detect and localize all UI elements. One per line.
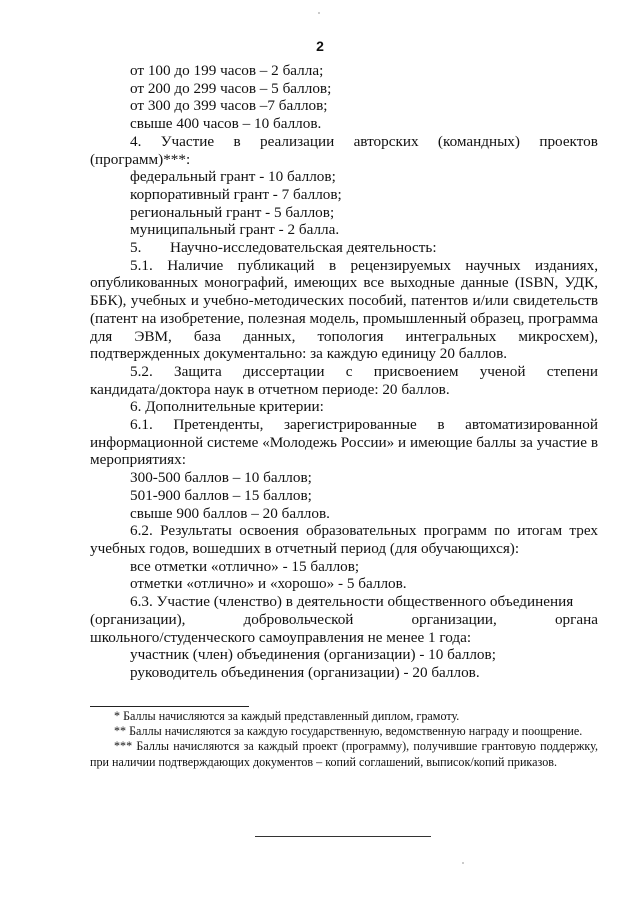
paragraph-word: с <box>345 362 353 380</box>
heading-word: проектов <box>539 132 598 150</box>
paragraph-word: автоматизированной <box>465 416 598 434</box>
paragraph-word: 6.1. <box>130 416 153 434</box>
text-line: от 100 до 199 часов – 2 балла; <box>130 62 324 79</box>
paragraph-word: присвоением <box>373 362 459 380</box>
heading-word: реализации <box>259 132 335 150</box>
text-line: свыше 900 баллов – 20 баллов. <box>130 504 330 522</box>
signature-line <box>255 836 431 837</box>
text-line: региональный грант - 5 баллов; <box>130 203 335 221</box>
paragraph-word: зарегистрированные <box>283 416 417 434</box>
scan-speck <box>318 12 320 14</box>
paragraph-word: добровольческой <box>243 610 354 628</box>
paragraph-5-2-continued: кандидата/доктора наук в отчетном периоде: 20 баллов. <box>90 380 450 398</box>
section-4-heading-continued: (программ)***: <box>90 150 191 168</box>
scan-speck <box>462 862 464 864</box>
paragraph-6-3-second-line <box>90 611 598 629</box>
section-5-title: Научно-исследовательская деятельность: <box>170 239 437 257</box>
document-body <box>90 62 598 682</box>
text-line: участник (член) объединения (организации) - 10 баллов; <box>130 646 496 664</box>
page-number: 2 <box>316 38 324 54</box>
footnote-separator <box>90 706 249 707</box>
paragraph-word: в <box>437 416 445 434</box>
section-6-heading: 6. Дополнительные критерии: <box>130 398 324 416</box>
paragraph-word: организации, <box>411 610 497 628</box>
heading-word: Участие <box>160 132 215 150</box>
paragraph-word: ученой <box>479 362 526 380</box>
paragraph-6-1-continued: информационной системе «Молодежь России» и имеющие баллы за участие в мероприятиях: <box>90 433 598 469</box>
text-line: федеральный грант - 10 баллов; <box>130 168 336 186</box>
text-line: корпоративный грант - 7 баллов; <box>130 185 342 203</box>
paragraph-word: Защита <box>173 362 222 380</box>
section-5-heading <box>90 239 598 257</box>
heading-word: (командных) <box>437 132 520 150</box>
paragraph-6-3-continued: школьного/студенческого самоуправления не менее 1 года: <box>90 628 472 646</box>
text-line: от 200 до 299 часов – 5 баллов; <box>130 79 332 97</box>
heading-word: в <box>233 132 241 150</box>
paragraph-6-1-first-line <box>90 416 598 434</box>
paragraph-word: (организации), <box>90 610 186 628</box>
text-line: руководитель объединения (организации) - 20 баллов. <box>130 663 480 681</box>
section-4-heading <box>90 133 598 151</box>
section-4-number: 4. <box>130 132 142 150</box>
paragraph-word: органа <box>554 610 598 628</box>
paragraph-word: диссертации <box>242 362 325 380</box>
paragraph-word: Претенденты, <box>173 416 264 434</box>
paragraph-5-1: 5.1. Наличие публикаций в рецензируемых научных изданиях, опубликованных монографий, имеющих все выходные данные (ISBN, УДК, ББК), учебных и учебно-методических пособий, патентов и/или свидетельств (патент на изобретение, полезная модель, промышленный образец, программа для ЭВМ, база данных, топология интегральных микросхем), подтвержденных документально: за каждую единицу 20 баллов. <box>90 256 598 363</box>
footnotes <box>90 709 598 770</box>
paragraph-6-3-first-line: 6.3. Участие (членство) в деятельности общественного объединения <box>130 593 574 611</box>
text-line: 501-900 баллов – 15 баллов; <box>130 486 312 504</box>
section-5-number: 5. <box>130 239 142 257</box>
footnote-2: ** Баллы начисляются за каждую государственную, ведомственную награду и поощрение. <box>114 724 583 739</box>
text-line: все отметки «отлично» - 15 баллов; <box>130 557 360 575</box>
paragraph-word: степени <box>546 362 598 380</box>
footnote-3: *** Баллы начисляются за каждый проект (программу), получившие грантовую поддержку, при наличии подтверждающих документов – копий соглашений, выписок/копий приказов. <box>90 739 598 769</box>
footnote-1: * Баллы начисляются за каждый представленный диплом, грамоту. <box>114 709 460 723</box>
paragraph-word: 5.2. <box>130 362 153 380</box>
text-line: 300-500 баллов – 10 баллов; <box>130 469 312 487</box>
text-line: от 300 до 399 часов –7 баллов; <box>130 97 328 115</box>
paragraph-5-2-first-line <box>90 363 598 381</box>
text-line: отметки «отлично» и «хорошо» - 5 баллов. <box>130 575 407 593</box>
text-line: свыше 400 часов – 10 баллов. <box>130 115 322 133</box>
text-line: муниципальный грант - 2 балла. <box>130 221 340 239</box>
paragraph-6-2: 6.2. Результаты освоения образовательных программ по итогам трех учебных годов, вошедших в отчетный период (для обучающихся): <box>90 522 598 557</box>
heading-word: авторских <box>353 132 419 150</box>
